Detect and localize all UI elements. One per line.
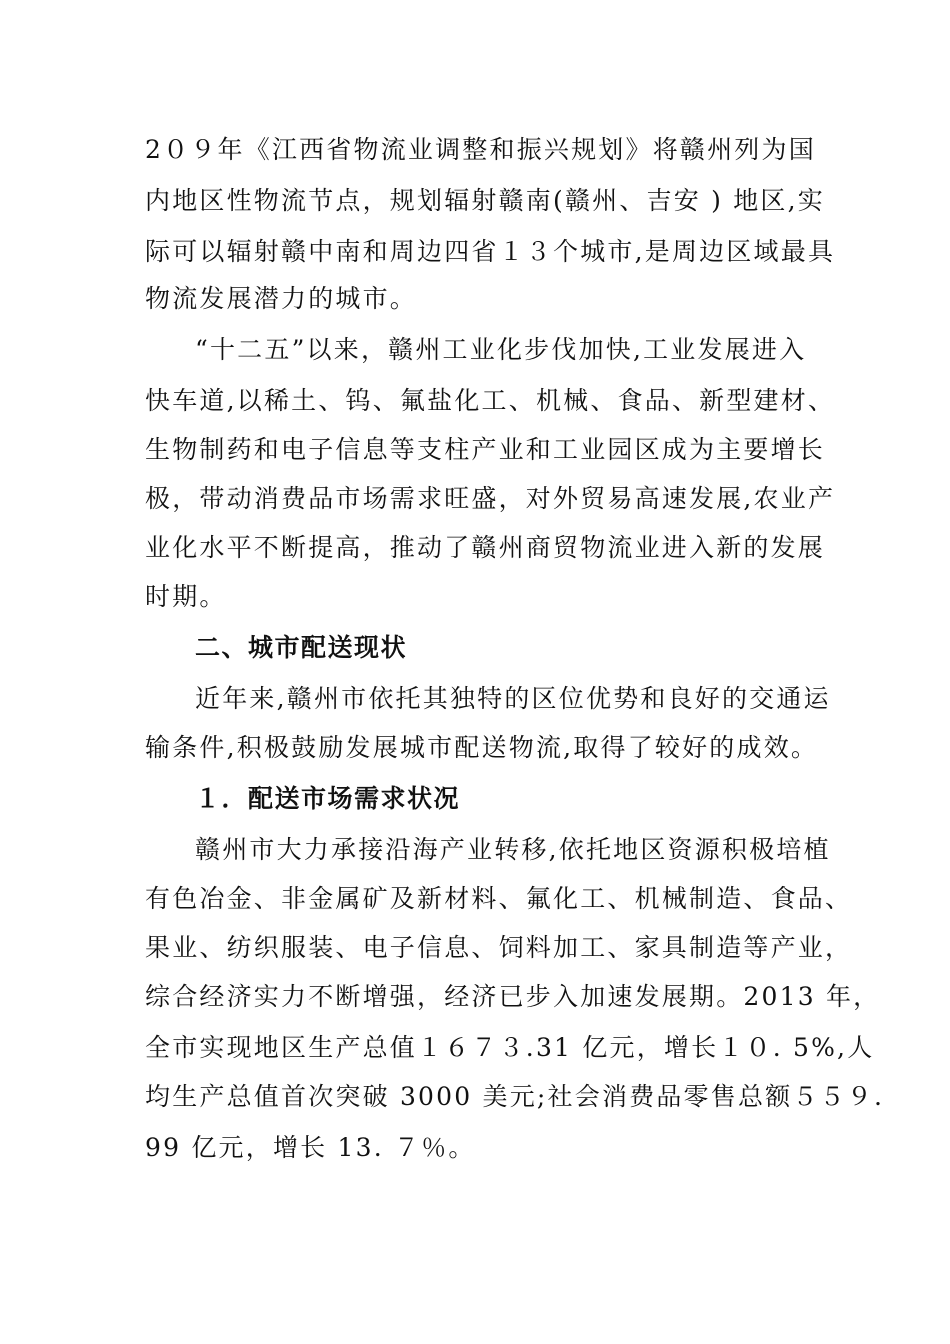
- paragraph-3-line-2: 输条件,积极鼓励发展城市配送物流,取得了较好的成效。: [145, 733, 819, 762]
- subsection-heading-1: １．配送市场需求状况: [195, 784, 461, 813]
- paragraph-4-line-3: 果业、纺织服装、电子信息、饲料加工、家具制造等产业，: [145, 933, 853, 962]
- paragraph-2-line-5: 业化水平不断提高，推动了赣州商贸物流业进入新的发展: [145, 533, 826, 562]
- paragraph-1-line-3: 际可以辐射赣中南和周边四省１３个城市,是周边区域最具: [145, 237, 836, 266]
- paragraph-4-line-6: 均生产总值首次突破 3000 美元;社会消费品零售总额５５９.: [145, 1082, 885, 1111]
- paragraph-3-line-1: 近年来,赣州市依托其独特的区位优势和良好的交通运: [195, 684, 831, 713]
- paragraph-2-line-6: 时期。: [145, 582, 227, 611]
- paragraph-1-line-4: 物流发展潜力的城市。: [145, 284, 418, 313]
- paragraph-4-line-1: 赣州市大力承接沿海产业转移,依托地区资源积极培植: [195, 835, 831, 864]
- paragraph-2-line-2: 快车道,以稀土、钨、氟盐化工、机械、食品、新型建材、: [145, 386, 836, 415]
- paragraph-4-line-4: 综合经济实力不断增强，经济已步入加速发展期。2013 年，: [145, 982, 881, 1011]
- paragraph-4-line-7: 99 亿元，增长 13. ７％。: [145, 1133, 476, 1162]
- section-heading-2: 二、城市配送现状: [195, 633, 408, 662]
- paragraph-4-line-5: 全市实现地区生产总值１６７３.31 亿元，增长１０. 5%,人: [145, 1033, 875, 1062]
- paragraph-1-line-2: 内地区性物流节点，规划辐射赣南(赣州、吉安 ) 地区,实: [145, 186, 825, 215]
- paragraph-4-line-2: 有色冶金、非金属矿及新材料、氟化工、机械制造、食品、: [145, 884, 853, 913]
- paragraph-2-line-4: 极，带动消费品市场需求旺盛，对外贸易高速发展,农业产: [145, 484, 836, 513]
- paragraph-2-line-1: “十二五”以来，赣州工业化步伐加快,工业发展进入: [195, 335, 807, 364]
- paragraph-2-line-3: 生物制药和电子信息等支柱产业和工业园区成为主要增长: [145, 435, 826, 464]
- paragraph-1-line-1: 2０９年《江西省物流业调整和振兴规划》将赣州列为国: [145, 135, 816, 164]
